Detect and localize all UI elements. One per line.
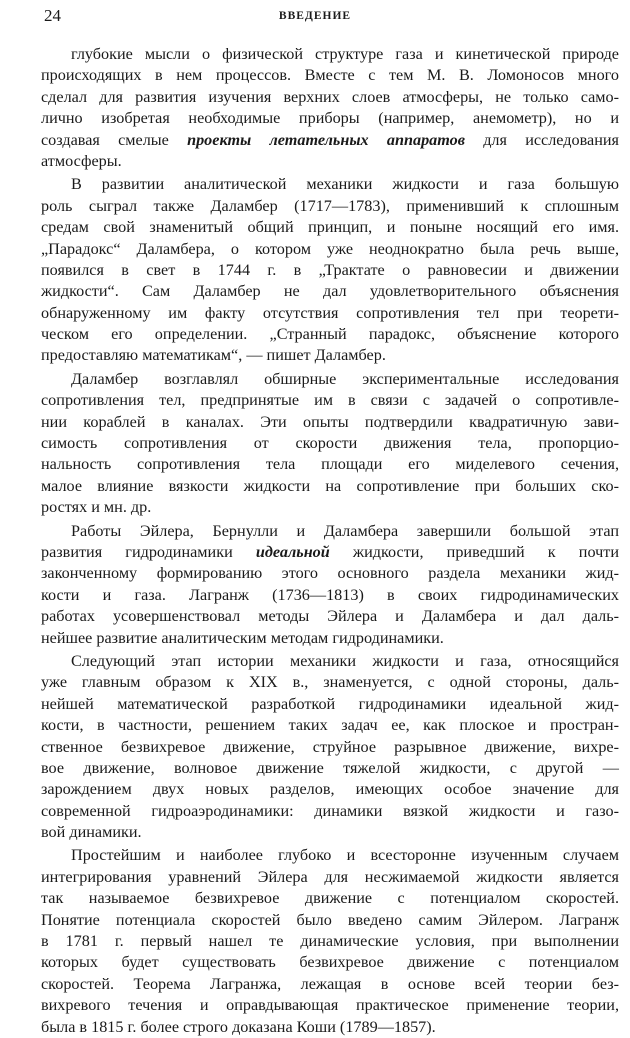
- text-line: интегрирования уравнений Эйлера для несжимаемой жидкости является: [41, 867, 619, 886]
- text-line: вой динамики.: [41, 823, 142, 842]
- text-line: Работы Эйлера, Бернулли и Даламбера завершили большой этап: [71, 521, 619, 540]
- text-line: работах усовершенствовал методы Эйлера и Даламбера и дал даль-: [41, 607, 619, 626]
- text-line: уже главным образом к XIX в., знаменуется, с одной стороны, даль-: [41, 673, 619, 692]
- text-line: законченному формированию этого основного раздела механики жид-: [41, 564, 619, 583]
- text-line: сделал для развития изучения верхних слоев атмосферы, не только само-: [41, 87, 619, 106]
- text-line: зарождением двух новых разделов, имеющих особое значение для: [41, 780, 619, 799]
- emphasized-text: проекты летательных аппаратов: [187, 130, 465, 149]
- paragraph: [41, 174, 619, 367]
- body-text: [41, 44, 619, 1038]
- text-line: ческом его определении. „Странный парадокс, объяснение которого: [41, 325, 619, 344]
- text-line: ственное безвихревое движение, струйное разрывное движение, вихре-: [41, 737, 619, 756]
- text-line: вихревого течения и оправдывающая практическое применение теории,: [41, 996, 619, 1015]
- text-line: нии кораблей в каналах. Эти опыты подтвердили квадратичную зави-: [41, 412, 619, 431]
- text-line: Даламбер возглавлял обширные экспериментальные исследования: [71, 369, 619, 388]
- text-line: ростях и мн. др.: [41, 498, 152, 517]
- paragraph: [41, 44, 619, 172]
- paragraph: [41, 651, 619, 844]
- emphasized-text: идеальной: [255, 542, 330, 561]
- text-line: предоставляю математикам“, — пишет Даламбер.: [41, 346, 386, 365]
- text-line: в 1781 г. первый нашел те динамические условия, при выполнении: [41, 932, 619, 951]
- paragraph: [41, 521, 619, 649]
- text-line: кости и газа. Лагранж (1736—1813) в своих гидродинамических: [41, 585, 619, 604]
- text-line: роль сыграл также Даламбер (1717—1783), применивший к сплошным: [41, 196, 619, 215]
- running-title: ВВЕДЕНИЕ: [278, 10, 352, 22]
- text-line: которых будет существовать безвихревое движение с потенциалом: [41, 953, 619, 972]
- text-line: была в 1815 г. более строго доказана Коши (1789—1857).: [41, 1017, 436, 1036]
- text-line: сопротивления тел, предпринятые им в связи с задачей о сопротивле-: [41, 391, 619, 410]
- text-line: жидкости“. Сам Даламбер не дал удовлетворительного объяснения: [41, 282, 619, 301]
- text-line: средам свой знаменитый общий принцип, и поныне носящий его имя.: [41, 218, 619, 237]
- text-line: Следующий этап истории механики жидкости и газа, относящийся: [71, 651, 619, 670]
- text-line: малое влияние вязкости жидкости на сопротивление при больших ско-: [41, 476, 619, 495]
- text-line: атмосферы.: [41, 151, 122, 170]
- text-line: происходящих в нем процессов. Вместе с тем М. В. Ломоносов много: [41, 66, 619, 85]
- text-line: „Парадокс“ Даламбера, о котором уже неоднократно была речь выше,: [41, 239, 619, 258]
- text-line: появился в свет в 1744 г. в „Трактате о равновесии и движении: [41, 260, 619, 279]
- text-line: так называемое безвихревое движение с потенциалом скоростей.: [41, 889, 619, 908]
- text-line: нальность сопротивления тела площади его миделевого сечения,: [41, 455, 619, 474]
- text-line: Простейшим и наиболее глубоко и всесторонне изученным случаем: [71, 846, 619, 865]
- text-line: Понятие потенциала скоростей было введено самим Эйлером. Лагранж: [41, 910, 619, 929]
- text-line: нейшей математической разработкой гидродинамики идеальной жид-: [41, 694, 619, 713]
- text-line: создавая смелые проекты летательных аппаратов для исследования: [41, 130, 619, 149]
- text-line: современной гидроаэродинамики: динамики вязкой жидкости и газо-: [41, 801, 619, 820]
- text-line: развития гидродинамики идеальной жидкости, приведший к почти: [41, 542, 619, 561]
- text-line: вое движение, волновое движение тяжелой жидкости, с другой —: [41, 758, 619, 777]
- text-line: кости, в частности, решением таких задач ее, как плоское и простран-: [41, 716, 619, 735]
- text-line: нейшее развитие аналитическим методам гидродинамики.: [41, 628, 444, 647]
- text-line: В развитии аналитической механики жидкости и газа большую: [71, 175, 619, 194]
- text-line: обнаруженному им факту отсутствия сопротивления тел при теорети-: [41, 303, 619, 322]
- text-line: глубокие мысли о физической структуре газа и кинетической природе: [71, 45, 619, 63]
- page-number: 24: [44, 6, 61, 25]
- text-line: скоростей. Теорема Лагранжа, лежащая в основе всей теории без-: [41, 974, 619, 993]
- paragraph: [41, 369, 619, 519]
- text-line: симость сопротивления от скорости движения тела, пропорцио-: [41, 434, 619, 453]
- text-line: лично изобретая необходимые приборы (например, анемометр), но и: [41, 109, 619, 128]
